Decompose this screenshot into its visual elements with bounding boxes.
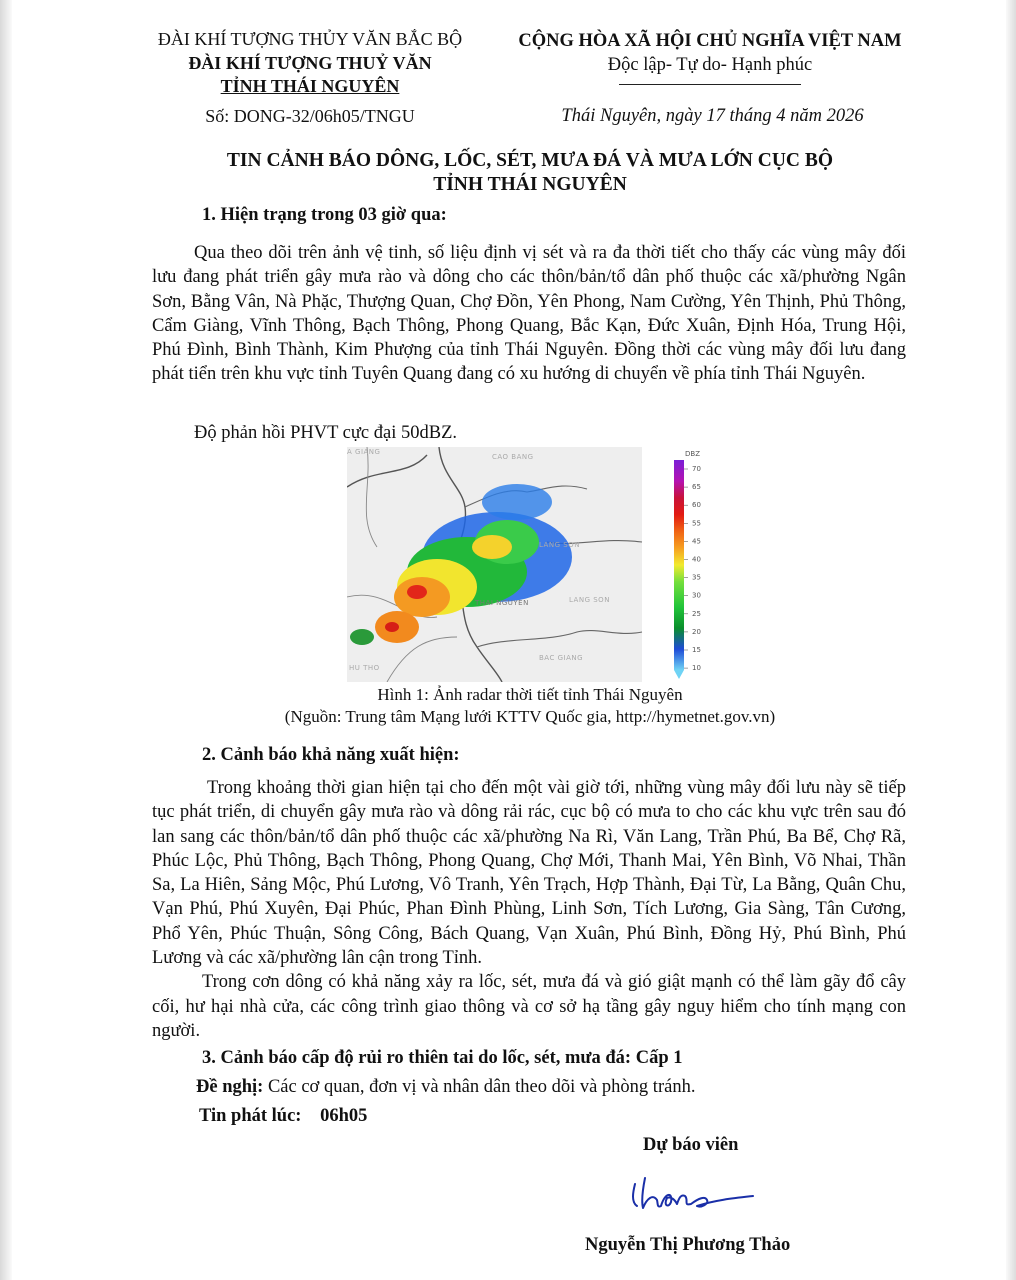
section1-text: Qua theo dõi trên ảnh vệ tinh, số liệu định vị sét và ra đa thời tiết cho thấy các vùng mây đối lưu đang phát triển gây mưa rào và dông cho các thôn/bản/tổ dân phố thuộc các xã/phường Ngân Sơn, Bằng Vân, Nà Phặc, Thượng Quan, Chợ Đồn, Yên Phong, Nam Cường, Yên Thịnh, Phủ Thông, Cẩm Giàng, Vĩnh Thông, Bạch Thông, Phong Quang, Bắc Kạn, Đức Xuân, Định Hóa, Trung Hội, Phú Đình, Bình Thành, Kim Phượng của tỉnh Thái Nguyên. Đồng thời các vùng mây đối lưu đang phát tiển trên khu vực tỉnh Tuyên Quang đang có xu hướng di chuyển về phía tỉnh Thái Nguyên. xyxy=(152,243,906,385)
dbz-tick-label: 25 xyxy=(692,609,701,618)
country-name: CỘNG HÒA XÃ HỘI CHỦ NGHĨA VIỆT NAM xyxy=(518,31,902,51)
agency-name-line1: ĐÀI KHÍ TƯỢNG THUỶ VĂN xyxy=(188,53,432,73)
motto-underline xyxy=(619,84,801,85)
dbz-tick-label: 40 xyxy=(692,555,701,564)
map-label-lang-son-2: LANG SON xyxy=(569,596,610,604)
dbz-tick-label: 60 xyxy=(692,501,701,510)
section2-body xyxy=(152,776,906,1043)
map-label-cao-bang: CAO BANG xyxy=(492,453,534,461)
echo-yellow-east xyxy=(472,535,512,559)
echo-green-west xyxy=(350,629,374,645)
national-motto: Độc lập- Tự do- Hạnh phúc xyxy=(607,55,813,75)
issued-time: 06h05 xyxy=(320,1106,368,1126)
dbz-tick-label: 10 xyxy=(692,664,701,673)
dbz-color-bar xyxy=(674,460,684,670)
radar-image xyxy=(347,447,714,682)
reflectivity-note: Độ phản hồi PHVT cực đại 50dBZ. xyxy=(194,423,458,443)
map-label-thai-nguyen: THAI NGUYEN xyxy=(475,599,529,607)
dbz-tick-label: 15 xyxy=(692,646,701,654)
doc-title-line2: TỈNH THÁI NGUYÊN xyxy=(433,174,627,195)
motto-underline-wrap xyxy=(505,84,915,85)
map-label-phu-tho: HU THO xyxy=(349,664,380,672)
dbz-tick-label: 35 xyxy=(692,573,701,582)
section2-text1: Trong khoảng thời gian hiện tại cho đến một vài giờ tới, những vùng mây đối lưu này sẽ tiếp tục phát triển, di chuyển gây mưa rào và dông rải rác, cục bộ có mưa to cho các khu vực trên sau đó lan sang các thôn/bản/tổ dân phố thuộc các xã/phường Na Rì, Văn Lang, Trần Phú, Ba Bể, Chợ Rã, Phúc Lộc, Phủ Thông, Bạch Thông, Phong Quang, Chợ Mới, Thanh Mai, Yên Bình, Võ Nhai, Thần Sa, La Hiên, Sảng Mộc, Phú Lương, Vô Tranh, Yên Trạch, Hợp Thành, Đại Từ, La Bằng, Quân Chu, Vạn Phú, Phú Xuyên, Đại Phúc, Phan Đình Phùng, Linh Sơn, Tích Lương, Gia Sàng, Tân Cương, Phổ Yên, Phúc Thuận, Sông Công, Bách Quang, Vạn Xuân, Phú Bình, Đồng Hỷ, Phú Bình, Phú Lương và các xã/phường lân cận trong Tỉnh. xyxy=(152,778,906,969)
handwritten-signature xyxy=(625,1170,760,1220)
map-label-bac-giang: BAC GIANG xyxy=(539,654,584,662)
place-date: Thái Nguyên, ngày 17 tháng 4 năm 2026 xyxy=(561,106,864,126)
recommend-text: Các cơ quan, đơn vị và nhân dân theo dõi và phòng tránh. xyxy=(263,1077,696,1097)
page-shadow-left xyxy=(0,0,12,1280)
section2-text2: Trong cơn dông có khả năng xảy ra lốc, sét, mưa đá và gió giật mạnh có thể làm gãy đổ cây cối, hư hại nhà cửa, các công trình giao thông và cơ sở hạ tầng gây nguy hiểm cho tính mạng con người. xyxy=(152,972,906,1041)
dbz-scale-panel xyxy=(665,452,711,680)
agency-name-line2: TỈNH THÁI NGUYÊN xyxy=(220,76,400,96)
dbz-scale-unit: DBZ xyxy=(685,450,700,458)
doc-title-line1: TIN CẢNH BÁO DÔNG, LỐC, SÉT, MƯA ĐÁ VÀ MƯA LỚN CỤC BỘ xyxy=(226,150,834,171)
dbz-tick-label: 65 xyxy=(692,483,701,492)
recommend-label: Đề nghị: xyxy=(196,1077,264,1097)
dbz-tick-label: 45 xyxy=(692,537,701,546)
section2-heading: 2. Cảnh báo khả năng xuất hiện: xyxy=(202,745,460,765)
section3-heading: 3. Cảnh báo cấp độ rủi ro thiên tai do lốc, sét, mưa đá: Cấp 1 xyxy=(202,1048,683,1068)
figure-caption: Hình 1: Ảnh radar thời tiết tỉnh Thái Nguyên xyxy=(377,685,683,704)
dbz-tick-label: 20 xyxy=(692,627,701,636)
echo-red xyxy=(407,585,427,599)
issued-label: Tin phát lúc: xyxy=(199,1106,302,1126)
dbz-tick-label: 30 xyxy=(692,591,701,600)
echo-red-south xyxy=(385,622,399,632)
section1-heading: 1. Hiện trạng trong 03 giờ qua: xyxy=(202,205,447,225)
recommendation xyxy=(196,1077,695,1098)
echo-blue-north xyxy=(482,484,552,520)
section1-body xyxy=(152,241,906,387)
map-label-lang-son-1: LANG SON xyxy=(539,541,580,549)
figure-source: (Nguồn: Trung tâm Mạng lưới KTTV Quốc gia, http://hymetnet.gov.vn) xyxy=(284,707,776,726)
page-shadow-right xyxy=(1006,0,1016,1280)
dbz-tick-label: 70 xyxy=(692,465,701,473)
doc-number: Số: DONG-32/06h05/TNGU xyxy=(205,106,415,126)
signer-role: Dự báo viên xyxy=(643,1135,739,1155)
signer-name: Nguyễn Thị Phương Thảo xyxy=(585,1235,791,1255)
map-label-ha-giang: A GIANG xyxy=(347,448,381,456)
issued-line xyxy=(199,1106,367,1127)
dbz-tick-label: 55 xyxy=(692,519,701,528)
agency-parent: ĐÀI KHÍ TƯỢNG THỦY VĂN BẮC BỘ xyxy=(157,29,463,49)
